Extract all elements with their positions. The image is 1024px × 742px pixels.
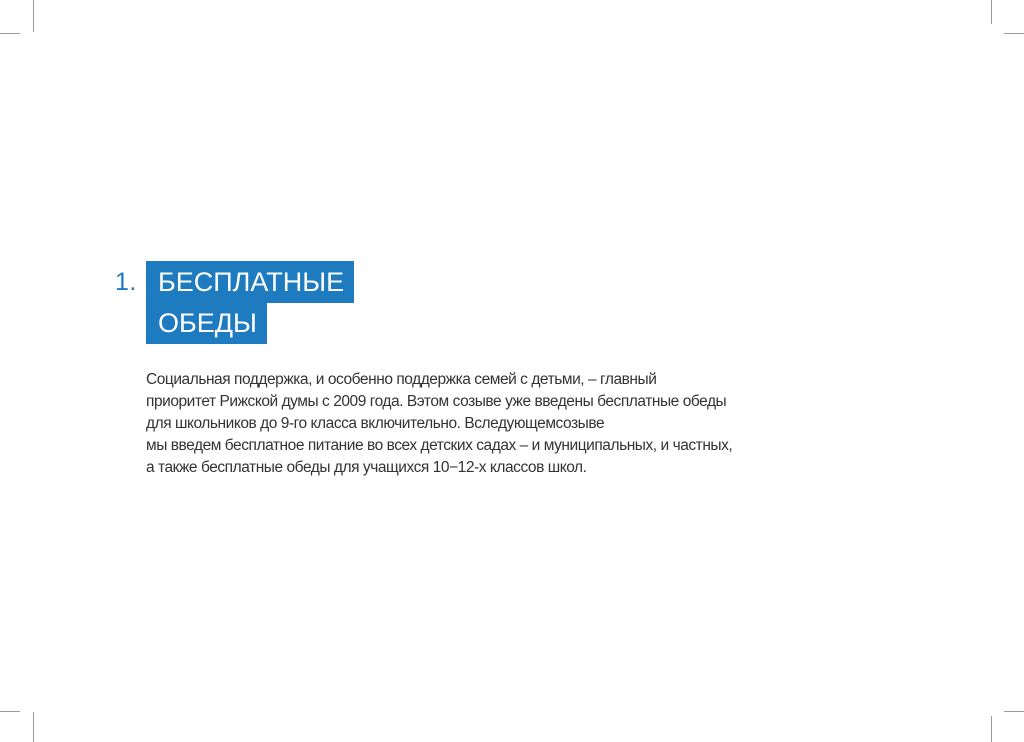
paragraph-line: для школьников до 9-го класса включительно. Вследующемсозыве xyxy=(146,415,605,432)
paragraph-line: мы введем бесплатное питание во всех детских садах – и муниципальных, и частных, xyxy=(146,437,733,454)
section-number: 1. xyxy=(115,268,137,296)
paragraph-line: приоритет Рижской думы с 2009 года. Вэтом созыве уже введены бесплатные обеды xyxy=(146,393,727,410)
crop-mark-left-top xyxy=(0,33,20,34)
crop-mark-left-bottom xyxy=(0,711,20,712)
crop-mark-top-left xyxy=(33,0,34,32)
section-title-line-2: ОБЕДЫ xyxy=(146,302,267,344)
paragraph-line: Социальная поддержка, и особенно поддержка семей с детьми, – главный xyxy=(146,371,657,388)
paragraph-line: а также бесплатные обеды для учащихся 10−12-х классов школ. xyxy=(146,459,587,476)
crop-mark-right-bottom xyxy=(1004,711,1024,712)
crop-mark-bottom-right xyxy=(991,716,992,742)
body-paragraph xyxy=(146,369,826,479)
crop-mark-top-right xyxy=(991,0,992,24)
section-title-line-1: БЕСПЛАТНЫЕ xyxy=(146,261,354,303)
crop-mark-bottom-left xyxy=(33,712,34,742)
crop-mark-right-top xyxy=(1004,33,1024,34)
